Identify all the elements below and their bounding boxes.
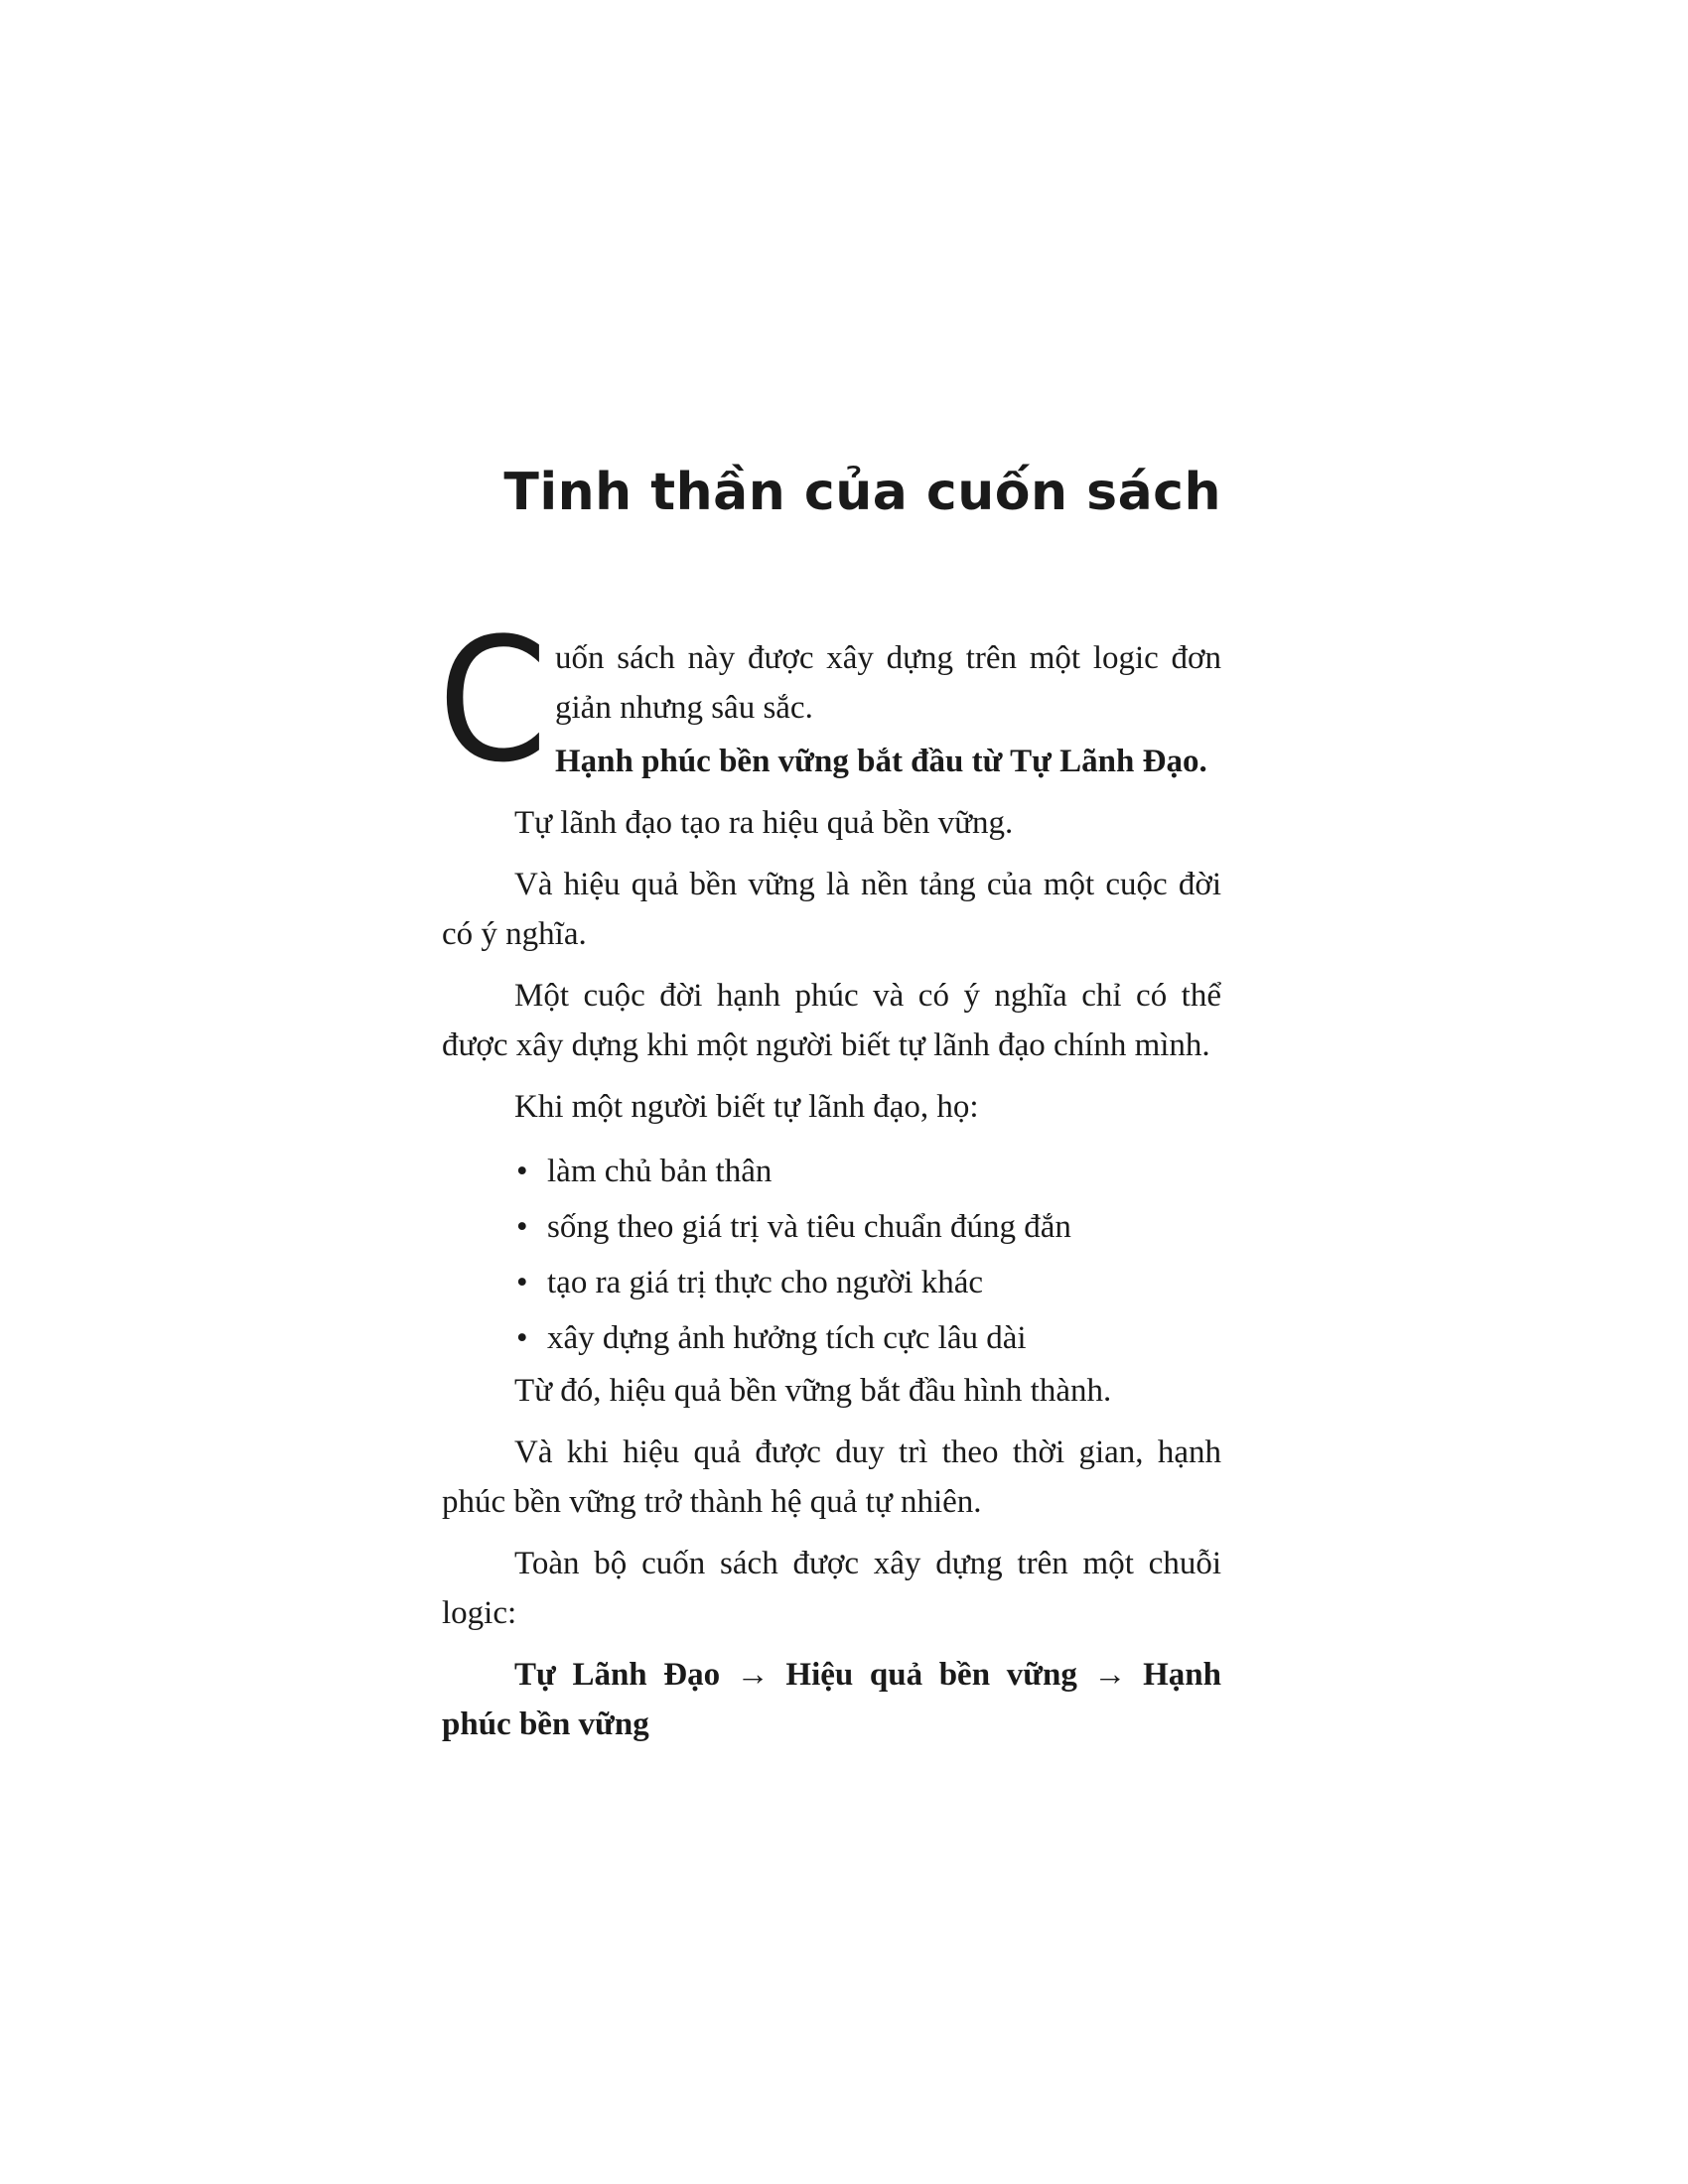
page-title: Tinh thần của cuốn sách: [503, 463, 1221, 522]
paragraph: Và khi hiệu quả được duy trì theo thời gian, hạnh phúc bền vững trở thành hệ quả tự nhiên.: [442, 1434, 1221, 1520]
list-item-text: làm chủ bản thân: [547, 1154, 773, 1189]
bullet-icon: •: [516, 1265, 528, 1300]
body-text: [438, 601, 1221, 1749]
drop-cap: C: [438, 601, 548, 800]
logic-chain: Tự Lãnh Đạo → Hiệu quả bền vững → Hạnh phúc bền vững: [442, 1657, 1221, 1742]
paragraph: Một cuộc đời hạnh phúc và có ý nghĩa chỉ có thể được xây dựng khi một người biết tự lãnh đạo chính mình.: [442, 978, 1221, 1063]
list-item: [514, 1144, 1221, 1199]
list-item: [514, 1199, 1221, 1255]
paragraph: Từ đó, hiệu quả bền vững bắt đầu hình thành.: [514, 1373, 1112, 1409]
paragraph: Tự lãnh đạo tạo ra hiệu quả bền vững.: [514, 805, 1014, 841]
intro-line-2: giản nhưng sâu sắc.: [555, 690, 813, 726]
key-statement: Hạnh phúc bền vững bắt đầu từ Tự Lãnh Đạo.: [555, 744, 1207, 779]
paragraph: Khi một người biết tự lãnh đạo, họ:: [514, 1089, 979, 1125]
intro-text: [555, 633, 1221, 733]
intro-paragraph: [438, 601, 1221, 800]
paragraph: Và hiệu quả bền vững là nền tảng của một cuộc đời có ý nghĩa.: [442, 867, 1221, 952]
paragraph: Toàn bộ cuốn sách được xây dựng trên một chuỗi logic:: [442, 1546, 1221, 1631]
list-item-text: sống theo giá trị và tiêu chuẩn đúng đắn: [547, 1209, 1071, 1245]
bullet-icon: •: [516, 1320, 528, 1356]
list-item: [514, 1310, 1221, 1366]
intro-line-1: uốn sách này được xây dựng trên một logic đơn: [555, 640, 1221, 676]
bullet-list: [442, 1144, 1221, 1366]
bullet-icon: •: [516, 1209, 528, 1245]
list-item-text: xây dựng ảnh hưởng tích cực lâu dài: [547, 1320, 1027, 1356]
bullet-icon: •: [516, 1154, 528, 1189]
list-item-text: tạo ra giá trị thực cho người khác: [547, 1265, 983, 1300]
list-item: [514, 1255, 1221, 1310]
